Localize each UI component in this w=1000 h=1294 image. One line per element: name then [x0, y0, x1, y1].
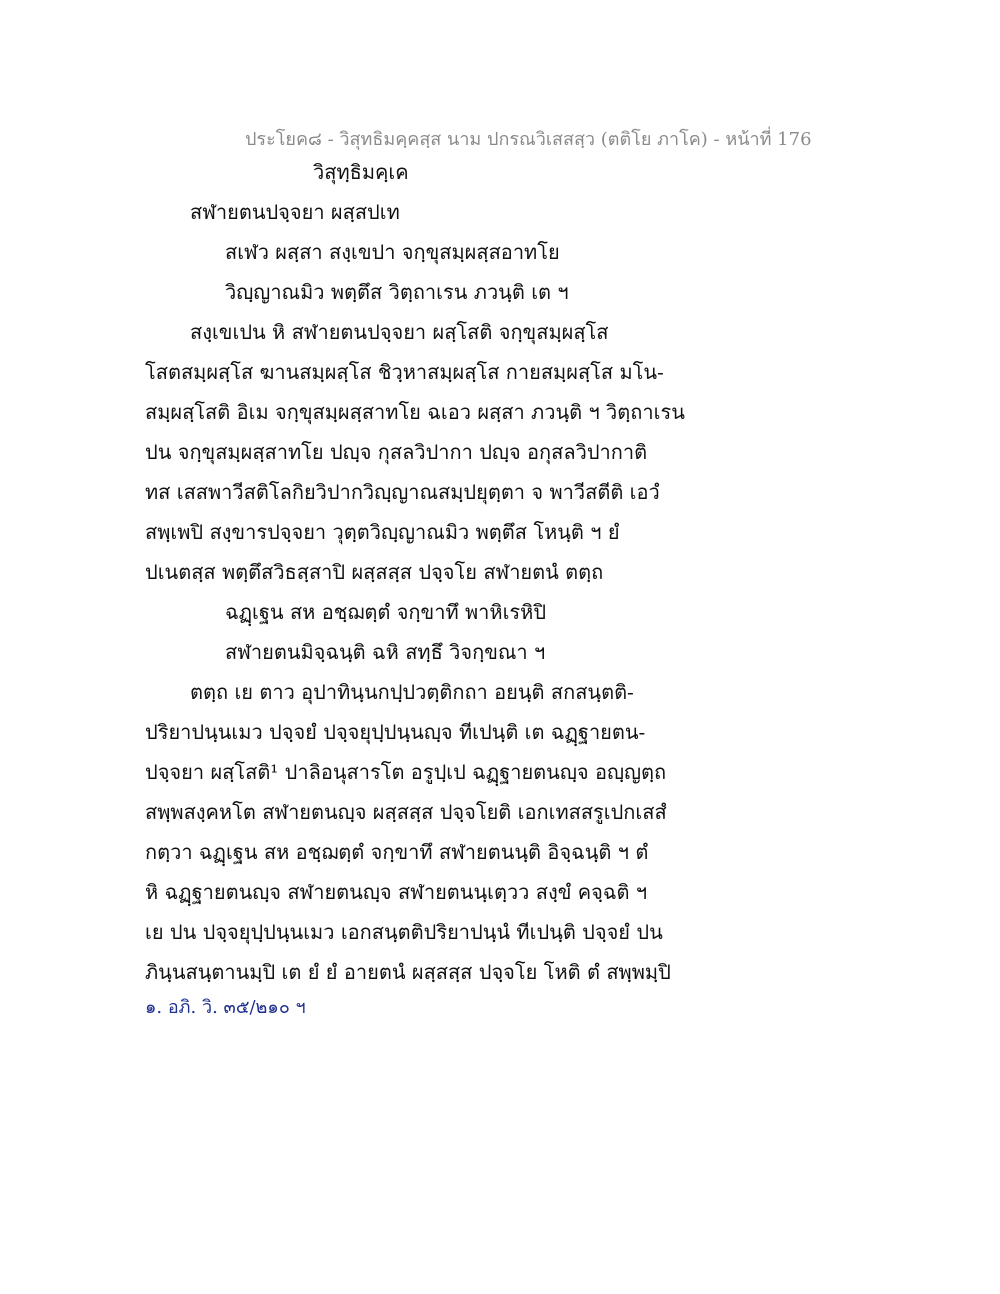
paragraph-line: สพฺเพปิ สงฺขารปจฺจยา วุตฺตวิญฺญาณมิว พตฺตึส โหนฺติ ฯ ยํ	[145, 520, 620, 544]
verse-line: วิญฺญาณมิว พตฺตึส วิตฺถาเรน ภวนฺติ เต ฯ	[225, 280, 569, 304]
footnote: ๑. อภิ. วิ. ๓๕/๒๑๐ ฯ	[145, 997, 306, 1018]
paragraph-line: ตตฺถ เย ตาว อุปาทินฺนกปฺปวตฺติกถา อยนฺติ สกสนฺตติ-	[190, 680, 634, 704]
paragraph-line: ปจฺจยา ผสฺโสติ¹ ปาลิอนุสารโต อรูปฺเป ฉฏฺฐายตนญฺจ อญฺญตฺถ	[145, 760, 667, 784]
verse-line: สฬายตนมิจฺฉนฺติ ฉหิ สทฺธึ วิจกฺขณา ฯ	[225, 640, 546, 664]
page-header: ประโยค๘ - วิสุทธิมคฺคสฺส นาม ปกรณวิเสสสฺว (ตติโย ภาโค) - หน้าที่ 176	[245, 129, 812, 150]
section-title: วิสุทฺธิมคฺเค	[313, 160, 409, 184]
paragraph-line: สมฺผสฺโสติ อิเม จกฺขุสมฺผสฺสาทโย ฉเอว ผสฺสา ภวนฺติ ฯ วิตฺถาเรน	[145, 400, 685, 424]
paragraph-line: กตฺวา ฉฏฺเฐน สห อชฺฌตฺตํ จกฺขาทึ สฬายตนนฺติ อิจฺฉนฺติ ฯ ตํ	[145, 840, 649, 864]
paragraph-line: สงฺเขเปน หิ สฬายตนปจฺจยา ผสฺโสติ จกฺขุสมฺผสฺโส	[190, 320, 609, 344]
verse-line: สเฬว ผสฺสา สงฺเขปา จกฺขุสมฺผสฺสอาทโย	[225, 240, 560, 264]
paragraph-line: หิ ฉฏฺฐายตนญฺจ สฬายตนญฺจ สฬายตนนฺเตฺวว สงฺขํ คจฺฉติ ฯ	[145, 880, 648, 904]
subsection-heading: สฬายตนปจฺจยา ผสฺสปเท	[190, 200, 400, 224]
paragraph-line: ภินฺนสนฺตานมฺปิ เต ยํ ยํ อายตนํ ผสฺสสฺส ปจฺจโย โหติ ตํ สพฺพมฺปิ	[145, 960, 671, 984]
paragraph-line: ปเนตสฺส พตฺตึสวิธสฺสาปิ ผสฺสสฺส ปจฺจโย สฬายตนํ ตตฺถ	[145, 560, 604, 584]
paragraph-line: ปริยาปนฺนเมว ปจฺจยํ ปจฺจยุปฺปนฺนญฺจ ทีเปนฺติ เต ฉฏฺฐายตน-	[145, 720, 646, 744]
paragraph-line: ทส เสสพาวีสติโลกิยวิปากวิญฺญาณสมฺปยุตฺตา จ พาวีสตีติ เอวํ	[145, 480, 660, 504]
paragraph-line: สพฺพสงฺคหโต สฬายตนญฺจ ผสฺสสฺส ปจฺจโยติ เอกเทสสรูเปกเสสํ	[145, 800, 667, 824]
paragraph-line: เย ปน ปจฺจยุปฺปนฺนเมว เอกสนฺตติปริยาปนฺนํ ทีเปนฺติ ปจฺจยํ ปน	[145, 920, 663, 944]
verse-line: ฉฏฺเฐน สห อชฺฌตฺตํ จกฺขาทึ พาหิเรหิปิ	[225, 600, 547, 624]
paragraph-line: ปน จกฺขุสมฺผสฺสาทโย ปญฺจ กุสลวิปากา ปญฺจ อกุสลวิปากาติ	[145, 440, 648, 464]
paragraph-line: โสตสมฺผสฺโส ฆานสมฺผสฺโส ชิวฺหาสมฺผสฺโส กายสมฺผสฺโส มโน-	[145, 360, 664, 384]
